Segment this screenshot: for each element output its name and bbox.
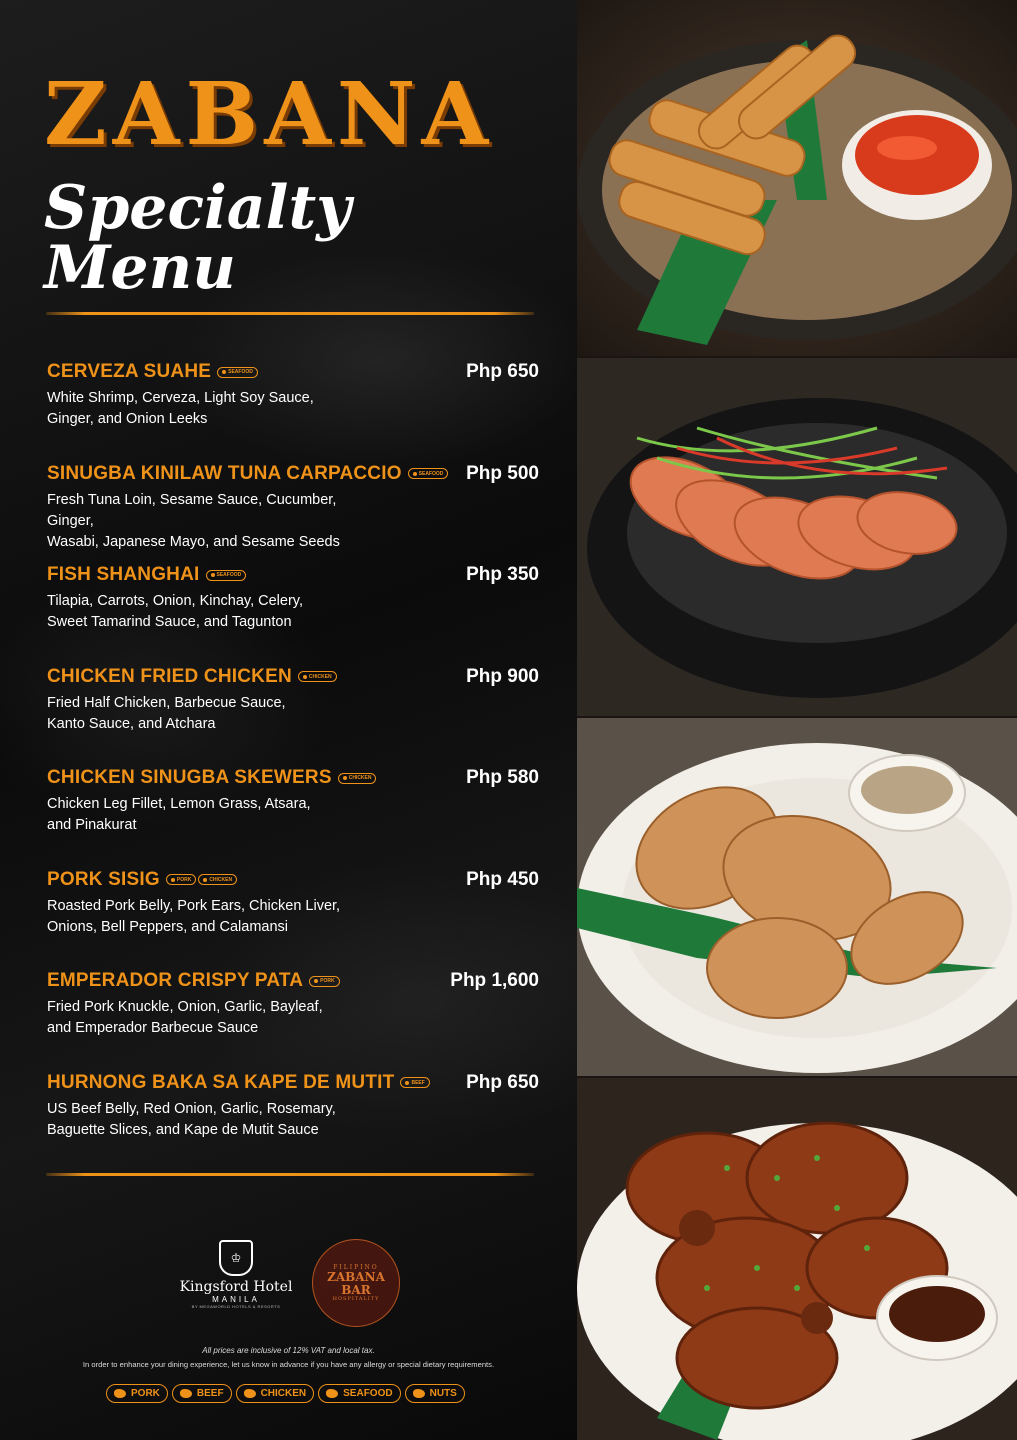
brand-title: ZABANA xyxy=(44,64,495,165)
tag-badge: CHICKEN xyxy=(298,671,337,682)
item-description: Fried Pork Knuckle, Onion, Garlic, Bayleaf, and Emperador Barbecue Sauce xyxy=(47,999,323,1036)
item-name: CHICKEN SINUGBA SKEWERS xyxy=(47,767,332,788)
pig-icon xyxy=(114,1389,126,1398)
item-price: Php 1,600 xyxy=(450,970,539,991)
item-name: EMPERADOR CRISPY PATA xyxy=(47,970,304,991)
item-price: Php 500 xyxy=(466,462,539,484)
item-name: CHICKEN FRIED CHICKEN xyxy=(47,665,292,687)
item-description: US Beef Belly, Red Onion, Garlic, Rosemary, Baguette Slices, and Kape de Mutit Sauce xyxy=(47,1100,336,1138)
item-price: Php 900 xyxy=(466,665,539,687)
tag-badge: CHICKEN xyxy=(338,773,377,784)
menu-subtitle: Specialty Menu xyxy=(44,173,352,303)
menu-item xyxy=(47,766,539,868)
tag-badge: PORK xyxy=(309,976,339,987)
chicken-icon xyxy=(244,1389,256,1398)
cow-icon xyxy=(180,1389,192,1398)
allergy-note: In order to enhance your dining experience, let us know in advance if you have any allergy or special dietary requirements. xyxy=(82,1360,495,1369)
nut-icon xyxy=(413,1389,425,1398)
fish-icon xyxy=(211,573,215,577)
item-description: Fried Half Chicken, Barbecue Sauce, Kanto Sauce, and Atchara xyxy=(47,694,286,732)
tag-badge: SEAFOOD xyxy=(408,468,449,479)
pig-icon xyxy=(171,878,175,882)
item-price: Php 650 xyxy=(466,361,539,382)
legend-seafood: SEAFOOD xyxy=(318,1384,400,1403)
divider-top xyxy=(46,312,534,315)
menu-item xyxy=(47,462,539,564)
tag-badge: SEAFOOD xyxy=(217,367,258,378)
photo-spring-rolls xyxy=(577,0,1017,356)
item-name: HURNONG BAKA SA KAPE DE MUTIT xyxy=(47,1071,395,1093)
tag-badge: CHICKEN xyxy=(198,874,237,885)
photo-column xyxy=(577,0,1017,1440)
tag-badge: PORK xyxy=(166,874,196,885)
divider-bottom xyxy=(46,1173,534,1176)
photo-fried-chicken xyxy=(577,718,1017,1076)
tag-badge: BEEF xyxy=(400,1077,429,1088)
menu-item xyxy=(47,360,539,462)
item-description: Fresh Tuna Loin, Sesame Sauce, Cucumber, Ginger, Wasabi, Japanese Mayo, and Sesame Seeds xyxy=(47,491,340,550)
fish-icon xyxy=(222,370,226,374)
item-name: CERVEZA SUAHE xyxy=(47,361,212,382)
menu-item xyxy=(47,563,539,665)
item-name: SINUGBA KINILAW TUNA CARPACCIO xyxy=(47,462,402,484)
dietary-legend xyxy=(106,1384,465,1403)
item-price: Php 350 xyxy=(466,564,539,585)
menu-item xyxy=(47,868,539,970)
menu-item xyxy=(47,1071,539,1173)
tag-badge: SEAFOOD xyxy=(206,570,247,581)
hotel-logo: ♔ Kingsford Hotel MANILA BY MEGAWORLD HOTELS & RESORTS xyxy=(176,1240,296,1309)
item-description: Chicken Leg Fillet, Lemon Grass, Atsara, and Pinakurat xyxy=(47,796,311,833)
legend-pork: PORK xyxy=(106,1384,168,1403)
menu-items xyxy=(47,360,539,1172)
photo-shrimp xyxy=(577,358,1017,716)
legend-chicken: CHICKEN xyxy=(236,1384,315,1403)
cow-icon xyxy=(405,1081,409,1085)
item-description: Tilapia, Carrots, Onion, Kinchay, Celery, Sweet Tamarind Sauce, and Tagunton xyxy=(47,593,303,630)
logos xyxy=(176,1240,436,1320)
tax-note: All prices are inclusive of 12% VAT and local tax. xyxy=(202,1346,375,1355)
legend-beef: BEEF xyxy=(172,1384,232,1403)
zabana-bar-logo: FILIPINO ZABANA BAR HOSPITALITY xyxy=(312,1239,400,1327)
item-name: PORK SISIG xyxy=(47,868,160,890)
menu-item xyxy=(47,969,539,1071)
item-price: Php 450 xyxy=(466,868,539,890)
item-description: White Shrimp, Cerveza, Light Soy Sauce, Ginger, and Onion Leeks xyxy=(47,390,314,427)
chicken-icon xyxy=(303,675,307,679)
photo-crispy-pata xyxy=(577,1078,1017,1440)
fish-icon xyxy=(326,1389,338,1398)
pig-icon xyxy=(314,979,318,983)
item-description: Roasted Pork Belly, Pork Ears, Chicken Liver, Onions, Bell Peppers, and Calamansi xyxy=(47,897,341,935)
legend-nuts: NUTS xyxy=(405,1384,465,1403)
item-price: Php 650 xyxy=(466,1071,539,1093)
item-price: Php 580 xyxy=(466,767,539,788)
menu-item xyxy=(47,665,539,767)
crest-icon: ♔ xyxy=(219,1240,253,1276)
item-name: FISH SHANGHAI xyxy=(47,564,200,585)
chicken-icon xyxy=(343,776,347,780)
fish-icon xyxy=(413,472,417,476)
chicken-icon xyxy=(203,878,207,882)
